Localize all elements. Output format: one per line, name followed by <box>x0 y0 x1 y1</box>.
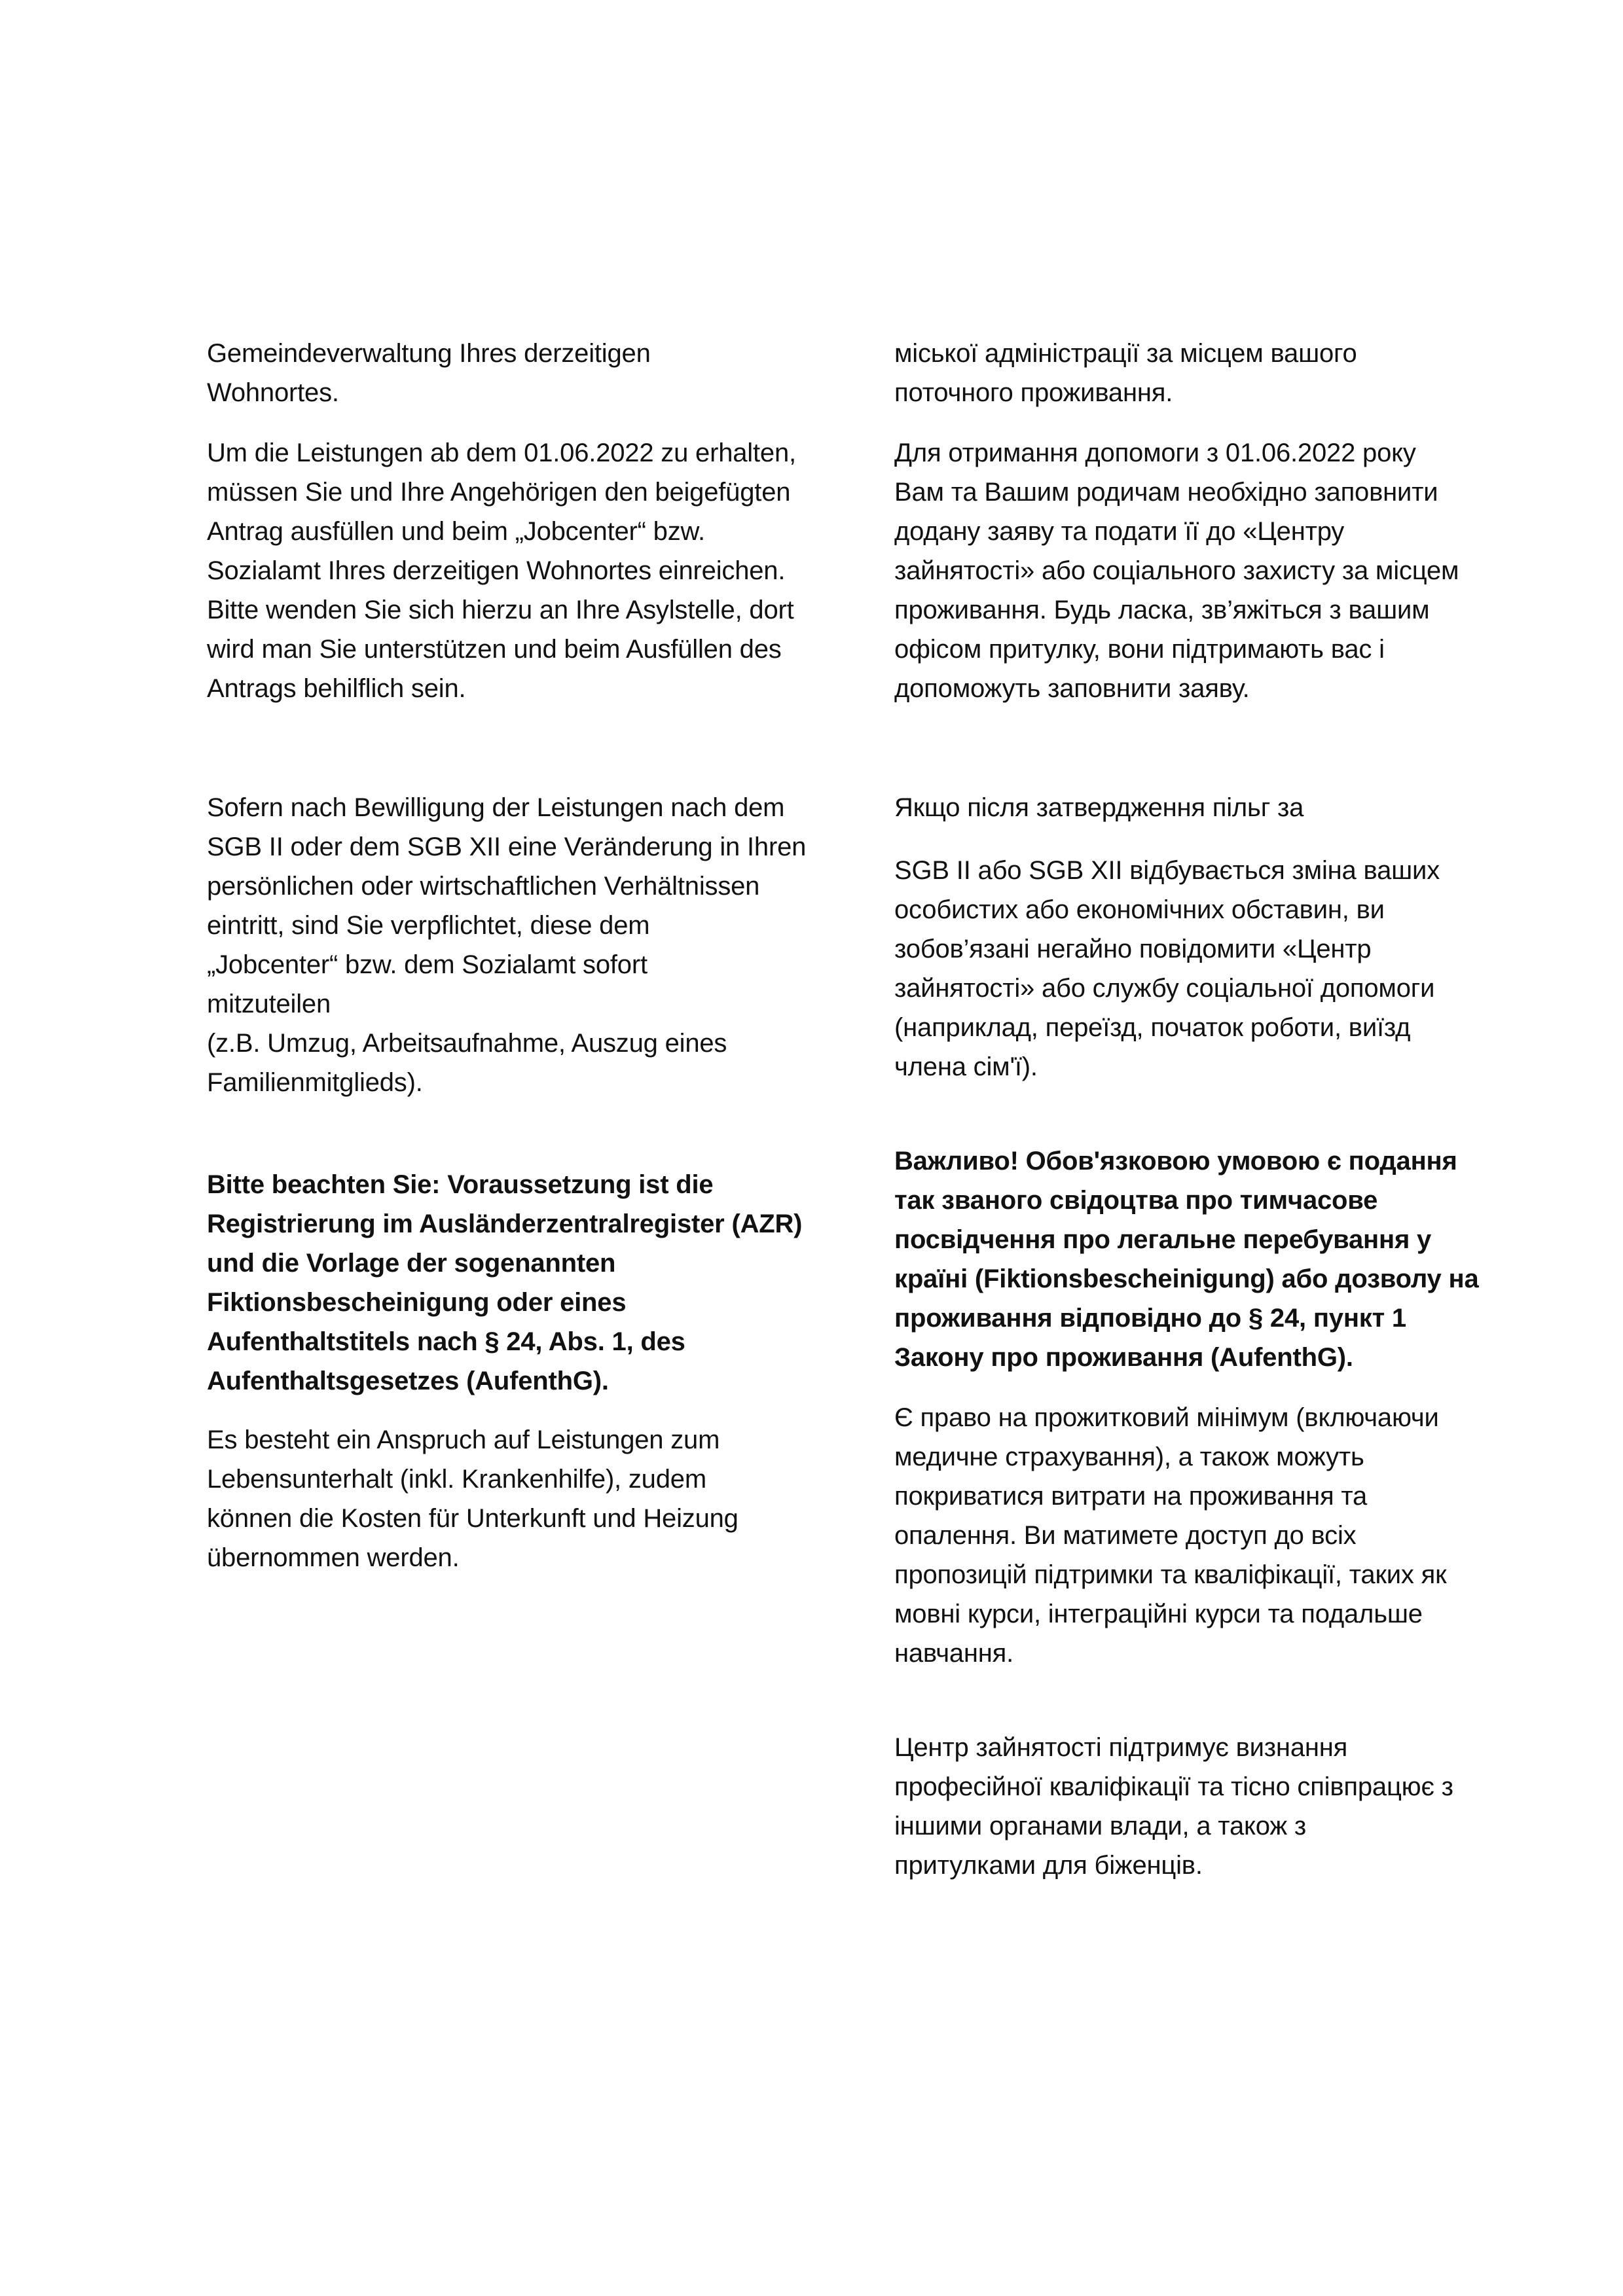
german-column <box>207 334 835 1643</box>
uk-paragraph-office: міської адміністрації за місцем вашого поточного проживання. <box>894 339 1357 407</box>
de-paragraph-office: Gemeindeverwaltung Ihres derzeitigen Wohnortes. <box>207 339 651 407</box>
uk-paragraph-entitlement: Є право на прожитковий мінімум (включаючи медичне страхування), а також можуть покриватися витрати на проживання та опалення. Ви матимете доступ до всіх пропозицій підтримки та кваліфікації, таких як мовні курси, інтеграційні курси та подальше навчання. <box>894 1403 1447 1668</box>
ukrainian-column <box>894 334 1497 1970</box>
uk-paragraph-jobcenter: Центр зайнятості підтримує визнання професійної кваліфікації та тісно співпрацює з іншими органами влади, а також з притулками для біженців. <box>894 1733 1453 1880</box>
uk-paragraph-notice: Важливо! Обов'язковою умовою є подання так званого свідоцтва про тимчасове посвідчення про легальне перебування у країні (Fiktionsbescheinigung) або дозволу на проживання відповідно до § 24, пункт 1 Закону про проживання (AufenthG). <box>894 1147 1479 1372</box>
uk-paragraph-application: Для отримання допомоги з 01.06.2022 року Вам та Вашим родичам необхідно заповнити додану заяву та подати її до «Центру зайнятості» або соціального захисту за місцем проживання. Будь ласка, зв’яжіться з вашим офісом притулку, вони підтримають вас і допоможуть заповнити заяву. <box>894 439 1459 703</box>
de-paragraph-changes: Sofern nach Bewilligung der Leistungen nach dem SGB II oder dem SGB XII eine Veränderung in Ihren persönlichen oder wirtschaftlichen Verhältnissen eintritt, sind Sie verpflichtet, diese dem „Jobcenter“ bzw. dem Sozialamt sofort mitzuteilen (z.B. Umzug, Arbeitsaufnahme, Auszug eines Familienmitglieds). <box>207 793 807 1097</box>
de-paragraph-application: Um die Leistungen ab dem 01.06.2022 zu erhalten, müssen Sie und Ihre Angehörigen den beigefügten Antrag ausfüllen und beim „Jobcenter“ bzw. Sozialamt Ihres derzeitigen Wohnortes einreichen. Bitte wenden Sie sich hierzu an Ihre Asylstelle, dort wird man Sie unterstützen und beim Ausfüllen des Antrags behilflich sein. <box>207 439 796 703</box>
uk-paragraph-changes: SGB II або SGB XII відбувається зміна ваших особистих або економічних обставин, ви зобов’язані негайно повідомити «Центр зайнятості» або службу соціальної допомоги (наприклад, переїзд, початок роботи, виїзд члена сім'ї). <box>894 856 1440 1081</box>
de-paragraph-notice: Bitte beachten Sie: Voraussetzung ist die Registrierung im Ausländerzentralregister (AZR) und die Vorlage der sogenannten Fiktionsbescheinigung oder eines Aufenthaltstitels nach § 24, Abs. 1, des Aufenthaltsgesetzes (AufenthG). <box>207 1170 803 1395</box>
uk-paragraph-changes-intro: Якщо після затвердження пільг за <box>894 793 1304 822</box>
de-paragraph-entitlement: Es besteht ein Anspruch auf Leistungen zum Lebensunterhalt (inkl. Krankenhilfe), zudem können die Kosten für Unterkunft und Heizung übernommen werden. <box>207 1426 739 1572</box>
